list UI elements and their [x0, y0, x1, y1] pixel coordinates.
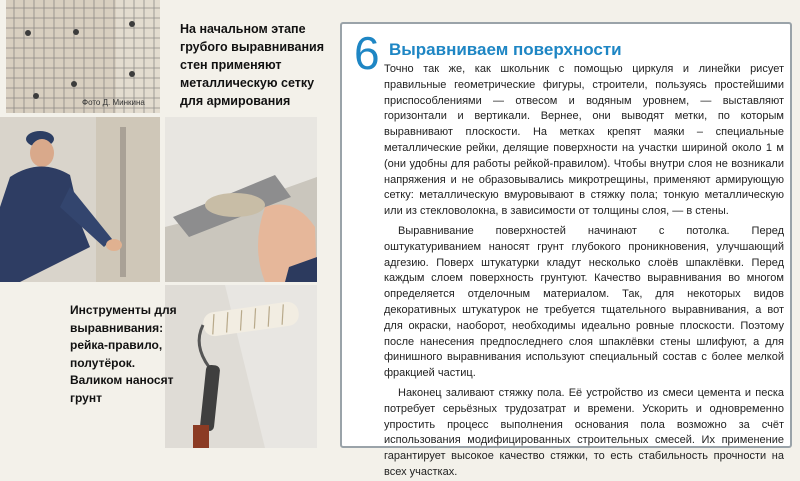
- article-body: [384, 62, 784, 481]
- article-paragraph-1: Точно так же, как школьник с помощью циркуля и линейки рисует правильные геометрические фигуры, строители, пользуясь простейшими приспособлениями — отвесом и водяным уровнем, — выставляют горизонтали и вертикали. Вернее, они выводят метки, по которым выравнивают плоскости. На метках крепят маяки – специальные металлические рейки, делящие поверхности на участки шириной около 1 м (они удобны для работы рейкой-правилом). Чтобы внутри слоя не возникали напряжения и не образовывались микротрещины, применяют армирующую сетку: металлическую вмуровывают в стяжку пола; тонкую металлическую или из стекловолокна, в зависимости от толщины слоя, — в стены.: [384, 63, 784, 218]
- trowel-photo: [165, 117, 317, 282]
- tools-caption: Инструменты для выравнивания: рейка-правило, полутёрок. Валиком наносят грунт: [70, 303, 177, 405]
- roller-photo: [165, 285, 317, 448]
- roller-image: [165, 285, 317, 448]
- trowel-image: [165, 117, 317, 282]
- article-paragraph-2: Выравнивание поверхностей начинают с потолка. Перед оштукатуриванием наносят грунт глубокого проникновения, улучшающий адгезию. Поверх штукатурки кладут несколько слоёв шпаклёвки. Перед каждым слоем поверхность грунтуют. Качество выравнивания во многом определяется отделочным материалом. Так, для некоторых видов декоративных штукатурок не требуется тщательного выравнивания, а вот для окраски, наоборот, необходимы идеально ровные плоскости. Поэтому после нанесения предпоследнего слоя шпаклёвки стены шлифуют, а для финишного выравнивания используют специальный состав с более мелкой фракцией частиц.: [384, 224, 784, 380]
- section-number: 6: [354, 27, 380, 79]
- mesh-image: [6, 0, 160, 113]
- article-paragraph-3: Наконец заливают стяжку пола. Её устройство из смеси цемента и песка потребует серьёзных трудозатрат и времени. Ускорить и одновременно упростить процесс выполнения основания пола возможно за счёт использования модифицированных строительных смесей. Их применение гарантирует высокое качество стяжки, то есть стабильность прочности на всех участках.: [384, 386, 784, 478]
- worker-image: [0, 117, 160, 282]
- photo-credit: Фото Д. Минкина: [82, 98, 145, 107]
- article-title: Выравниваем поверхности: [389, 40, 622, 59]
- mesh-photo: [6, 0, 160, 113]
- article-card: [340, 22, 792, 478]
- worker-photo: [0, 117, 160, 282]
- mesh-caption: На начальном этапе грубого выравнивания стен применяют металлическую сетку для армирования: [180, 22, 325, 108]
